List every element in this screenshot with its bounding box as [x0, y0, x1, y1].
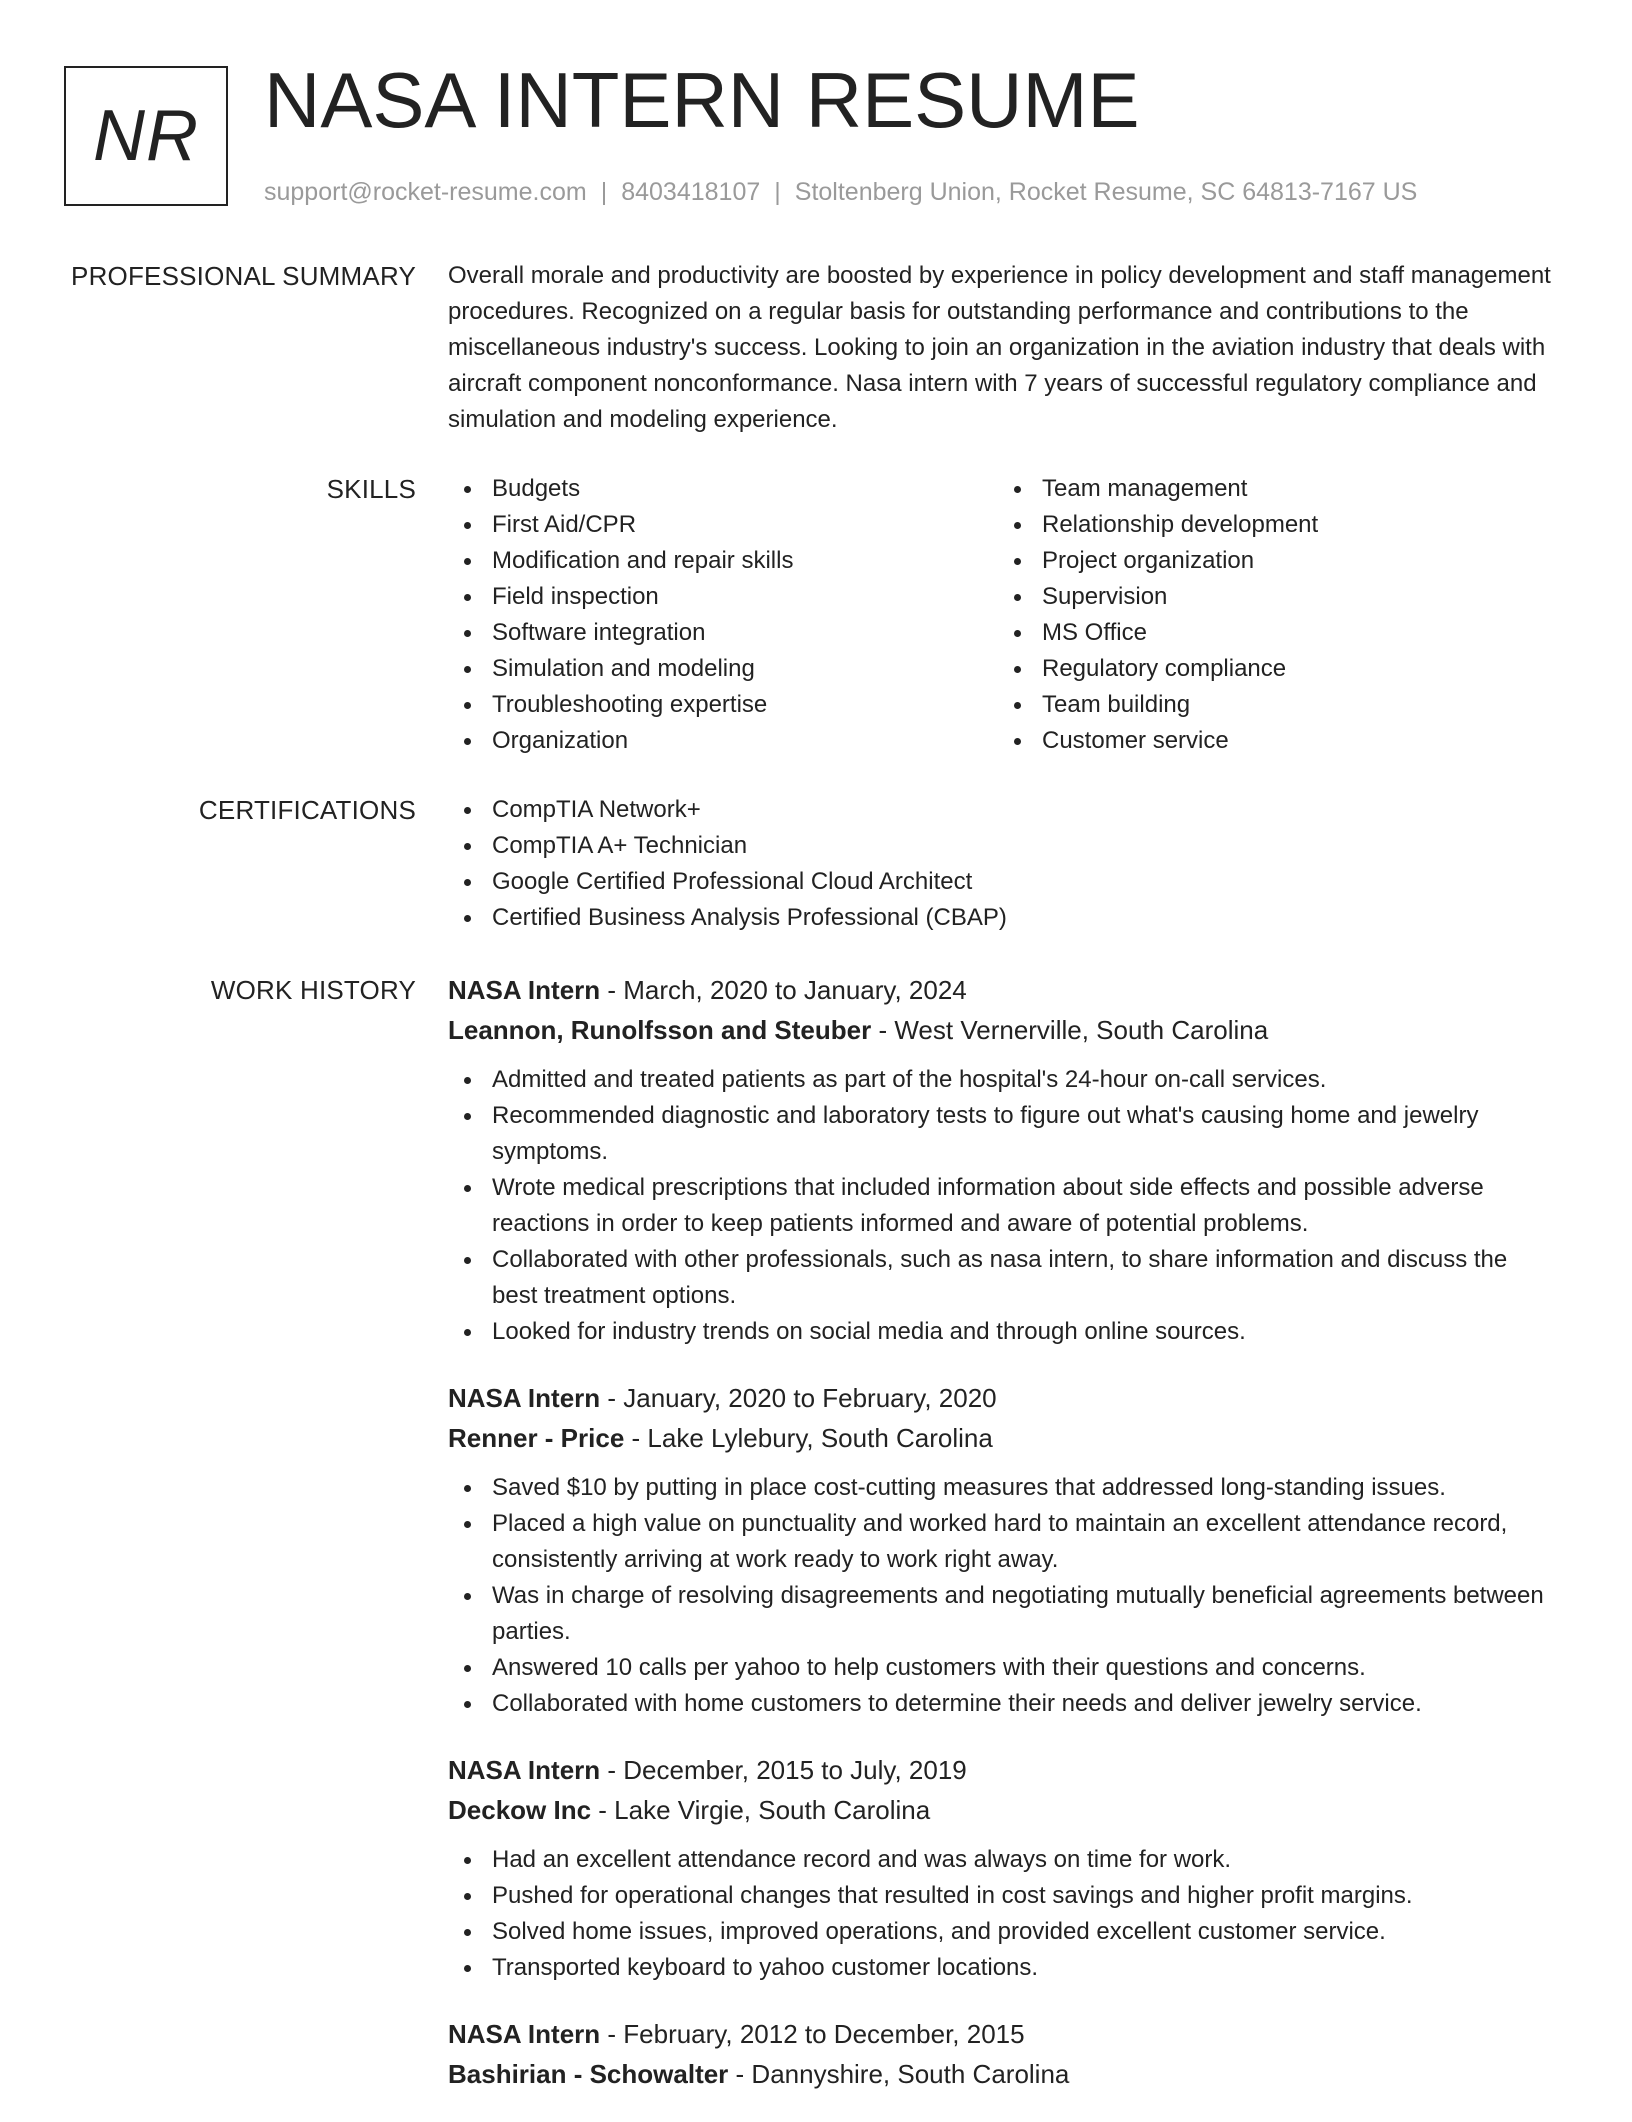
job-duty-item: Collaborated with home customers to determine their needs and deliver jewelry service. — [448, 1686, 1558, 1722]
skill-item: Budgets — [448, 471, 998, 507]
job-entry — [448, 1750, 1558, 1986]
monogram-logo: NR — [64, 66, 228, 206]
skill-item: Software integration — [448, 615, 998, 651]
job-location: - Dannyshire, South Carolina — [728, 2059, 1070, 2089]
job-company: Renner - Price — [448, 1423, 625, 1453]
skill-item: Supervision — [998, 579, 1548, 615]
job-entry — [448, 2014, 1558, 2094]
job-title-line — [448, 1378, 1558, 1418]
job-title: NASA Intern — [448, 1755, 601, 1785]
job-duty-item: Saved $10 by putting in place cost-cutting measures that addressed long-standing issues. — [448, 1470, 1558, 1506]
skill-item: Relationship development — [998, 507, 1548, 543]
job-duty-item: Admitted and treated patients as part of the hospital's 24-hour on-call services. — [448, 1062, 1558, 1098]
certification-item: Certified Business Analysis Professional (CBAP) — [448, 900, 1558, 936]
skill-item: Project organization — [998, 543, 1548, 579]
work-history-heading: WORK HISTORY — [210, 975, 416, 1005]
skill-item: Troubleshooting expertise — [448, 687, 998, 723]
address-text: Stoltenberg Union, Rocket Resume, SC 64813-7167 US — [794, 178, 1418, 206]
job-title: NASA Intern — [448, 2019, 601, 2049]
job-company-line — [448, 1790, 1558, 1830]
skill-item: First Aid/CPR — [448, 507, 998, 543]
contact-separator: | — [774, 178, 781, 206]
job-entry — [448, 970, 1558, 1350]
skill-item: Customer service — [998, 723, 1548, 759]
job-dates: - March, 2020 to January, 2024 — [600, 975, 967, 1005]
job-duty-item: Looked for industry trends on social media and through online sources. — [448, 1314, 1558, 1350]
job-company: Deckow Inc — [448, 1795, 592, 1825]
job-duty-item: Transported keyboard to yahoo customer locations. — [448, 1950, 1558, 1986]
job-location: - Lake Lylebury, South Carolina — [624, 1423, 993, 1453]
job-location: - Lake Virgie, South Carolina — [591, 1795, 931, 1825]
job-duties-list — [448, 1842, 1558, 1986]
certification-item: Google Certified Professional Cloud Architect — [448, 864, 1558, 900]
job-location: - West Vernerville, South Carolina — [871, 1015, 1269, 1045]
job-duty-item: Placed a high value on punctuality and worked hard to maintain an excellent attendance record, consistently arriving at work ready to work right away. — [448, 1506, 1558, 1578]
phone-text: 8403418107 — [621, 178, 761, 206]
skill-item: Modification and repair skills — [448, 543, 998, 579]
job-company: Bashirian - Schowalter — [448, 2059, 729, 2089]
job-duty-item: Recommended diagnostic and laboratory tests to figure out what's causing home and jewelry symptoms. — [448, 1098, 1558, 1170]
skill-item: Organization — [448, 723, 998, 759]
job-duty-item: Collaborated with other professionals, such as nasa intern, to share information and discuss the best treatment options. — [448, 1242, 1558, 1314]
job-dates: - February, 2012 to December, 2015 — [600, 2019, 1025, 2049]
skill-item: Team building — [998, 687, 1548, 723]
skill-item: Simulation and modeling — [448, 651, 998, 687]
job-duty-item: Had an excellent attendance record and was always on time for work. — [448, 1842, 1558, 1878]
job-duty-item: Wrote medical prescriptions that included information about side effects and possible adverse reactions in order to keep patients informed and aware of potential problems. — [448, 1170, 1558, 1242]
contact-line — [264, 176, 1417, 208]
job-duties-list — [448, 1470, 1558, 1722]
skills-heading: SKILLS — [326, 474, 416, 504]
email-text: support@rocket-resume.com — [264, 178, 587, 206]
summary-text: Overall morale and productivity are boosted by experience in policy development and staff management procedures. Recognized on a regular basis for outstanding performance and contributions to the miscellaneous industry's success. Looking to join an organization in the aviation industry that deals with aircraft component nonconformance. Nasa intern with 7 years of successful regulatory compliance and simulation and modeling experience. — [448, 262, 1551, 433]
skill-item: Regulatory compliance — [998, 651, 1548, 687]
certifications-heading: CERTIFICATIONS — [198, 795, 416, 825]
skill-item: MS Office — [998, 615, 1548, 651]
skills-list-right — [998, 471, 1548, 759]
job-title: NASA Intern — [448, 1383, 601, 1413]
certification-item: CompTIA Network+ — [448, 792, 1558, 828]
job-title: NASA Intern — [448, 975, 601, 1005]
job-duty-item: Solved home issues, improved operations, and provided excellent customer service. — [448, 1914, 1558, 1950]
job-entry — [448, 1378, 1558, 1722]
job-dates: - December, 2015 to July, 2019 — [600, 1755, 967, 1785]
summary-heading: PROFESSIONAL SUMMARY — [71, 261, 416, 291]
skill-item: Field inspection — [448, 579, 998, 615]
job-title-line — [448, 2014, 1558, 2054]
job-title-line — [448, 1750, 1558, 1790]
job-dates: - January, 2020 to February, 2020 — [600, 1383, 997, 1413]
job-company: Leannon, Runolfsson and Steuber — [448, 1015, 872, 1045]
job-duty-item: Pushed for operational changes that resulted in cost savings and higher profit margins. — [448, 1878, 1558, 1914]
skill-item: Team management — [998, 471, 1548, 507]
certification-item: CompTIA A+ Technician — [448, 828, 1558, 864]
certifications-list — [448, 792, 1558, 936]
job-duties-list — [448, 1062, 1558, 1350]
page-title: NASA INTERN RESUME — [264, 56, 1140, 144]
job-company-line — [448, 1418, 1558, 1458]
job-duty-item: Was in charge of resolving disagreements and negotiating mutually beneficial agreements between parties. — [448, 1578, 1558, 1650]
skills-list-left — [448, 471, 998, 759]
job-duty-item: Answered 10 calls per yahoo to help customers with their questions and concerns. — [448, 1650, 1558, 1686]
job-title-line — [448, 970, 1558, 1010]
job-company-line — [448, 2054, 1558, 2094]
job-company-line — [448, 1010, 1558, 1050]
contact-separator: | — [600, 178, 608, 206]
